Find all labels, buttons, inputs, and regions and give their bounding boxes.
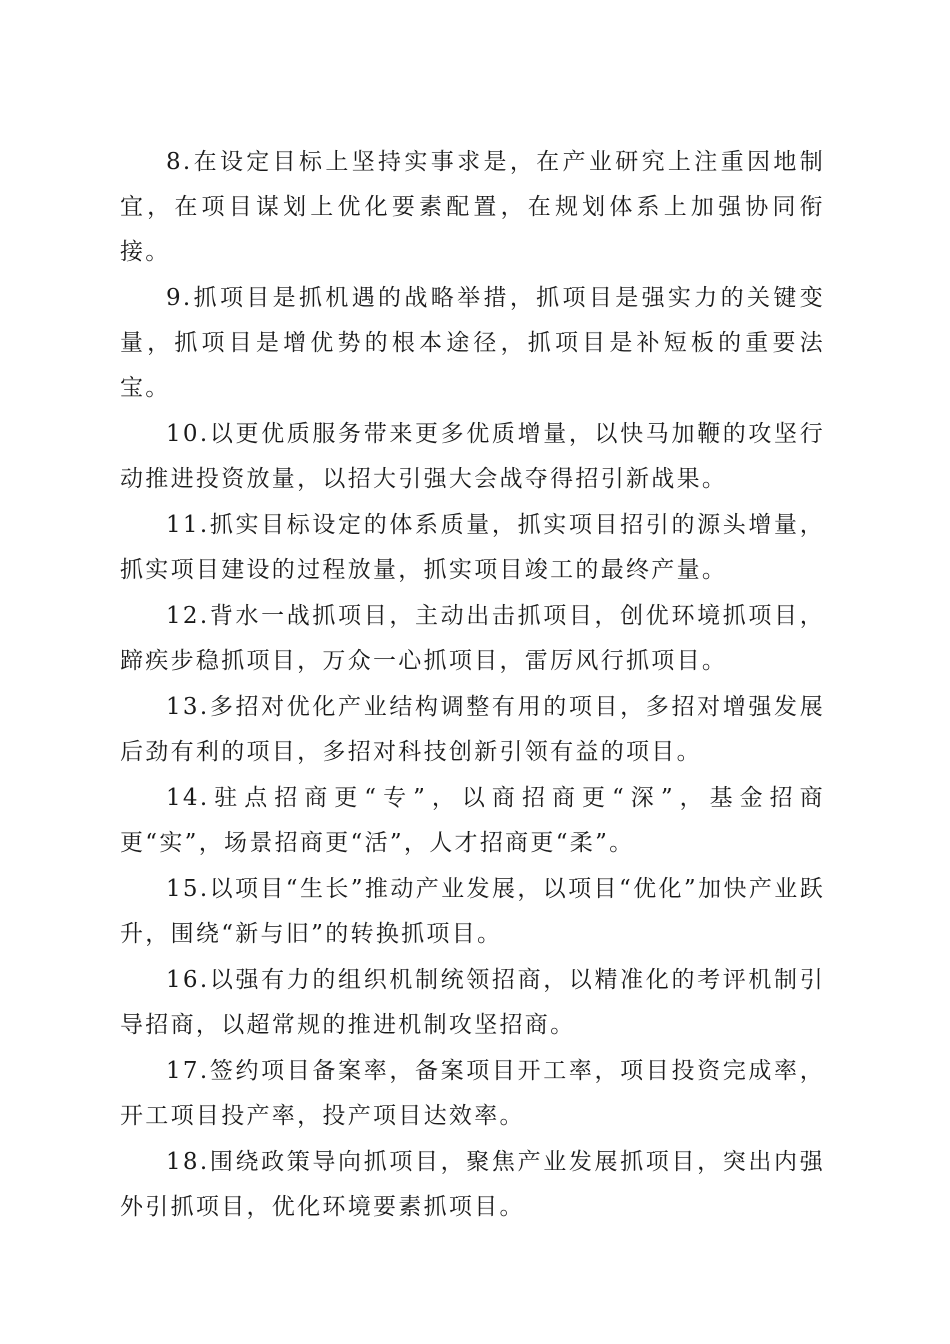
paragraph-8: 8.在设定目标上坚持实事求是，在产业研究上注重因地制宜，在项目谋划上优化要素配置，在规划体系上加强协同衔接。 bbox=[120, 149, 825, 265]
paragraph-18: 18.围绕政策导向抓项目，聚焦产业发展抓项目，突出内强外引抓项目，优化环境要素抓项目。 bbox=[120, 1149, 825, 1220]
paragraph-9: 9.抓项目是抓机遇的战略举措，抓项目是强实力的关键变量，抓项目是增优势的根本途径，抓项目是补短板的重要法宝。 bbox=[120, 285, 825, 401]
paragraph-17: 17.签约项目备案率，备案项目开工率，项目投资完成率，开工项目投产率，投产项目达效率。 bbox=[120, 1058, 825, 1129]
paragraph-13: 13.多招对优化产业结构调整有用的项目，多招对增强发展后劲有利的项目，多招对科技创新引领有益的项目。 bbox=[120, 694, 825, 765]
paragraph-10: 10.以更优质服务带来更多优质增量，以快马加鞭的攻坚行动推进投资放量，以招大引强大会战夺得招引新战果。 bbox=[120, 421, 825, 492]
paragraph-14: 14.驻点招商更“专”，以商招商更“深”，基金招商更“实”，场景招商更“活”，人才招商更“柔”。 bbox=[120, 785, 825, 856]
document-body bbox=[120, 140, 825, 1231]
paragraph-11: 11.抓实目标设定的体系质量，抓实项目招引的源头增量，抓实项目建设的过程放量，抓实项目竣工的最终产量。 bbox=[120, 512, 825, 583]
paragraph-12: 12.背水一战抓项目，主动出击抓项目，创优环境抓项目，蹄疾步稳抓项目，万众一心抓项目，雷厉风行抓项目。 bbox=[120, 603, 825, 674]
paragraph-15: 15.以项目“生长”推动产业发展，以项目“优化”加快产业跃升，围绕“新与旧”的转换抓项目。 bbox=[120, 876, 825, 947]
paragraph-16: 16.以强有力的组织机制统领招商，以精准化的考评机制引导招商，以超常规的推进机制攻坚招商。 bbox=[120, 967, 825, 1038]
